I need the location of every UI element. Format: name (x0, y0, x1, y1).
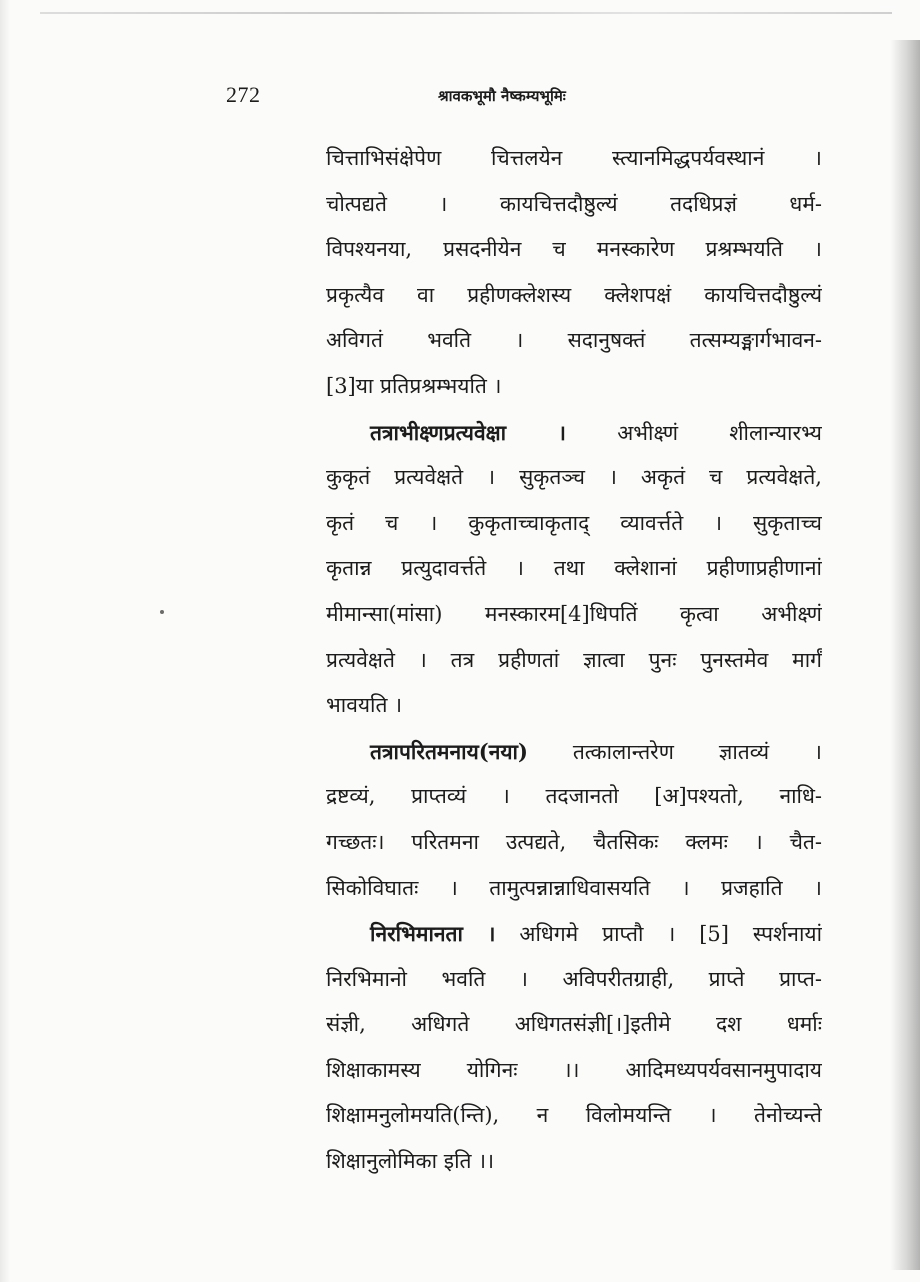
text-line: शिक्षामनुलोमयति(न्ति), न विलोमयन्ति । तेनोच्यन्ते (326, 1103, 822, 1128)
scan-top-edge (40, 12, 892, 14)
scan-left-shadow (0, 0, 10, 1282)
text-line: चोत्पद्यते । कायचित्तदौष्ठुल्यं तदधिप्रज्ञं धर्म- (326, 191, 822, 216)
text-line: अविगतं भवति । सदानुषक्तं तत्सम्यङ्मार्गभावन- (326, 328, 822, 353)
scan-right-edge (890, 40, 920, 1270)
text-line: प्रत्यवेक्षते । तत्र प्रहीणतां ज्ञात्वा पुनः पुनस्तमेव मार्गं (326, 647, 822, 672)
text-line: शिक्षानुलोमिका इति ।। (326, 1149, 495, 1174)
text-line: निरभिमानो भवति । अविपरीतग्राही, प्राप्ते प्राप्त- (326, 966, 822, 991)
text-line: कुकृतं प्रत्यवेक्षते । सुकृतञ्च । अकृतं च प्रत्यवेक्षते, (326, 465, 822, 490)
page-number: 272 (226, 82, 261, 107)
paragraph-start-line: निरभिमानता । अधिगमे प्राप्तौ । [5] स्पर्शनायां (370, 921, 822, 947)
text-line: प्रकृत्यैव वा प्रहीणक्लेशस्य क्लेशपक्षं कायचित्तदौष्ठुल्यं (326, 282, 822, 307)
text-line: कृतं च । कुकृताच्चाकृताद् व्यावर्त्तते । सुकृताच्च (326, 510, 822, 535)
paragraph-heading: तत्रापरितमनाय(नया) (370, 738, 528, 764)
body-text (326, 136, 822, 1185)
scan-speck (160, 610, 164, 614)
paragraph-start-line: तत्राभीक्ष्णप्रत्यवेक्षा । अभीक्ष्णं शीलान्यारभ्य (370, 419, 822, 445)
text-line: शिक्षाकामस्य योगिनः ।। आदिमध्यपर्यवसानमुपादाय (326, 1057, 822, 1082)
paragraph-start-line: तत्रापरितमनाय(नया) तत्कालान्तरेण ज्ञातव्यं । (370, 738, 822, 764)
text-line: मीमान्सा(मांसा) मनस्कारम[4]धिपतिं कृत्वा अभीक्ष्णं (326, 601, 822, 626)
text-line: सिकोविघातः । तामुत्पन्नान्नाधिवासयति । प्रजहाति । (326, 875, 822, 900)
text-line: द्रष्टव्यं, प्राप्तव्यं । तदजानतो [अ]पश्यतो, नाधि- (326, 784, 822, 809)
text-line: चित्ताभिसंक्षेपेण चित्तलयेन स्त्यानमिद्धपर्यवस्थानं । (326, 146, 822, 170)
paragraph-heading: तत्राभीक्ष्णप्रत्यवेक्षा । (370, 419, 566, 445)
text-line: [3]या प्रतिप्रश्रम्भयति । (326, 373, 502, 398)
text-line: संज्ञी, अधिगते अधिगतसंज्ञी[।]इतीमे दश धर्माः (326, 1012, 822, 1037)
text-line: कृतान्न प्रत्युदावर्त्तते । तथा क्लेशानां प्रहीणाप्रहीणानां (326, 556, 822, 581)
text-line: भावयति । (326, 693, 403, 718)
paragraph-heading: निरभिमानता । (370, 921, 496, 947)
running-head: श्रावकभूमौ नैष्कम्यभूमिः (438, 87, 566, 105)
text-line: विपश्यनया, प्रसदनीयेन च मनस्कारेण प्रश्रम्भयति । (326, 237, 822, 262)
text-line: गच्छतः। परितमना उत्पद्यते, चैतसिकः क्लमः । चैत- (326, 829, 822, 854)
